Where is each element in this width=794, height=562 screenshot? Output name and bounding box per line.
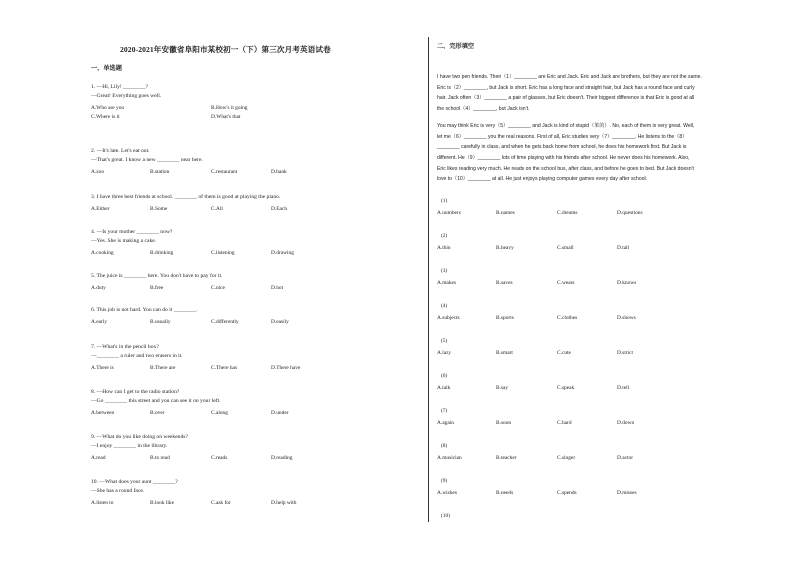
page-title: 2020-2021年安徽省阜阳市某校初一（下）第三次月考英语试卷 bbox=[120, 45, 331, 54]
cloze-option[interactable]: B.smart bbox=[496, 350, 513, 356]
cloze-option[interactable]: C.clothes bbox=[557, 315, 578, 321]
answer-option[interactable]: B.free bbox=[150, 285, 164, 291]
cloze-option[interactable]: B.teacher bbox=[496, 455, 517, 461]
passage-line: ________ carefully in class, and when he gets back home from school, he does his homework first. But Jack is bbox=[437, 144, 687, 151]
answer-option[interactable]: D.reading bbox=[271, 455, 293, 461]
answer-option[interactable]: A.Who are you bbox=[91, 105, 125, 111]
question-text: —Go ________ this street and you can see it on your left. bbox=[91, 398, 221, 404]
answer-option[interactable]: C.along bbox=[211, 410, 228, 416]
cloze-option[interactable]: D.strict bbox=[617, 350, 634, 356]
answer-option[interactable]: A.between bbox=[91, 410, 115, 416]
cloze-option[interactable]: D.shows bbox=[617, 315, 636, 321]
cloze-option[interactable]: C.hard bbox=[557, 420, 572, 426]
question-text: 7. —What's in the pencil box? bbox=[91, 344, 159, 350]
passage-line: Eric is（2）________, but Jack is short. Eric has a long face and straight hair, but Jack has a round face and curly bbox=[437, 84, 695, 91]
answer-option[interactable]: C.nice bbox=[211, 285, 225, 291]
answer-option[interactable]: B.How's it going bbox=[211, 105, 248, 111]
question-text: —Great! Everything goes well. bbox=[91, 93, 162, 99]
cloze-option[interactable]: B.needs bbox=[496, 490, 514, 496]
answer-option[interactable]: B.look like bbox=[150, 500, 174, 506]
cloze-number: (4) bbox=[441, 303, 448, 309]
cloze-option[interactable]: B.say bbox=[496, 385, 509, 391]
cloze-option[interactable]: A.musician bbox=[437, 455, 462, 461]
section-heading-cloze: 二、完形填空 bbox=[437, 43, 475, 50]
cloze-option[interactable]: D.tall bbox=[617, 245, 630, 251]
cloze-option[interactable]: B.names bbox=[496, 210, 515, 216]
passage-line: different. He（9）________ lots of time playing with his friends after school. He never does his homework. Also, bbox=[437, 154, 690, 161]
question-text: 10. —What does your aunt ________? bbox=[91, 479, 178, 485]
question-text: 4. —Is your mother ________ now? bbox=[91, 229, 173, 235]
passage-line: Eric likes reading very much. He reads on the school bus, after class, and before he goes to bed. But Jack doesn't bbox=[437, 165, 694, 172]
cloze-option[interactable]: C.singer bbox=[557, 455, 576, 461]
answer-option[interactable]: D.hot bbox=[271, 285, 284, 291]
question-text: —________ a ruler and two erasers in it. bbox=[91, 353, 183, 359]
answer-option[interactable]: D.under bbox=[271, 410, 289, 416]
answer-option[interactable]: A.early bbox=[91, 319, 108, 325]
answer-option[interactable]: D.easily bbox=[271, 319, 289, 325]
column-divider bbox=[428, 37, 429, 522]
cloze-number: (2) bbox=[441, 233, 448, 239]
answer-option[interactable]: C.There has bbox=[211, 365, 238, 371]
cloze-number: (7) bbox=[441, 408, 448, 414]
cloze-option[interactable]: A.wishes bbox=[437, 490, 457, 496]
cloze-number: (3) bbox=[441, 268, 448, 274]
cloze-option[interactable]: A.talk bbox=[437, 385, 451, 391]
passage-line: let me（6）________ you the real reasons. First of all, Eric studies very（7）________. He listens to the（8） bbox=[437, 133, 688, 140]
answer-option[interactable]: C.differently bbox=[211, 319, 239, 325]
answer-option[interactable]: A.Either bbox=[91, 206, 110, 212]
section-heading-single-choice: 一、单选题 bbox=[91, 65, 122, 72]
cloze-number: (10) bbox=[441, 513, 450, 519]
cloze-option[interactable]: D.knows bbox=[617, 280, 637, 286]
cloze-number: (9) bbox=[441, 478, 448, 484]
passage-line: the school（4）________, but Jack isn't. bbox=[437, 106, 530, 113]
cloze-option[interactable]: D.actor bbox=[617, 455, 634, 461]
answer-option[interactable]: A.read bbox=[91, 455, 106, 461]
question-text: —Yes. She is making a cake. bbox=[91, 238, 157, 244]
cloze-option[interactable]: A.subjects bbox=[437, 315, 460, 321]
answer-option[interactable]: D.help with bbox=[271, 500, 297, 506]
cloze-option[interactable]: A.lazy bbox=[437, 350, 452, 356]
cloze-option[interactable]: C.wears bbox=[557, 280, 575, 286]
answer-option[interactable]: C.restaurant bbox=[211, 169, 238, 175]
answer-option[interactable]: B.over bbox=[150, 410, 165, 416]
question-text: 8. —How can I get to the radio station? bbox=[91, 389, 180, 395]
answer-option[interactable]: B.to read bbox=[150, 455, 170, 461]
answer-option[interactable]: D.There have bbox=[271, 365, 301, 371]
question-text: 9. —What do you like doing on weekends? bbox=[91, 434, 188, 440]
cloze-option[interactable]: A.numbers bbox=[437, 210, 461, 216]
answer-option[interactable]: C.ask for bbox=[211, 500, 231, 506]
answer-option[interactable]: A.listen to bbox=[91, 500, 114, 506]
answer-option[interactable]: A.zoo bbox=[91, 169, 105, 175]
cloze-option[interactable]: B.sports bbox=[496, 315, 514, 321]
answer-option[interactable]: C.reads bbox=[211, 455, 228, 461]
question-text: —That's great. I know a new ________ near here. bbox=[91, 157, 203, 163]
cloze-option[interactable]: C.spends bbox=[557, 490, 577, 496]
passage-line: hair. Jack often（3）________ a pair of glasses, but Eric doesn't. Their biggest difference is that Eric is good at all bbox=[437, 95, 695, 102]
question-text: 6. This job is not hard. You can do it ________. bbox=[91, 307, 198, 313]
answer-option[interactable]: B.usually bbox=[150, 319, 171, 325]
answer-option[interactable]: B.There are bbox=[150, 365, 176, 371]
cloze-option[interactable]: D.misses bbox=[617, 490, 637, 496]
cloze-number: (8) bbox=[441, 443, 448, 449]
answer-option[interactable]: D.drawing bbox=[271, 250, 294, 256]
answer-option[interactable]: B.station bbox=[150, 169, 170, 175]
answer-option[interactable]: A.There is bbox=[91, 365, 114, 371]
answer-option[interactable]: C.All bbox=[211, 206, 223, 212]
answer-option[interactable]: A.cooking bbox=[91, 250, 114, 256]
cloze-option[interactable]: D.questions bbox=[617, 210, 643, 216]
answer-option[interactable]: D.Each bbox=[271, 206, 288, 212]
cloze-option[interactable]: C.dreams bbox=[557, 210, 578, 216]
answer-option[interactable]: B.Some bbox=[150, 206, 168, 212]
question-text: —I enjoy ________ in the library. bbox=[91, 443, 168, 449]
answer-option[interactable]: A.duty bbox=[91, 285, 106, 291]
passage-line: You may think Eric is very（5）________ and Jack is kind of stupid（笨的）. No, each of them is very great. Well, bbox=[437, 122, 695, 129]
answer-option[interactable]: C.listening bbox=[211, 250, 235, 256]
answer-option[interactable]: D.What's that bbox=[211, 114, 241, 120]
question-text: —She has a round face. bbox=[91, 488, 145, 494]
cloze-number: (1) bbox=[441, 198, 448, 204]
cloze-option[interactable]: B.soon bbox=[496, 420, 512, 426]
cloze-passage bbox=[437, 72, 772, 185]
answer-option[interactable]: B.drinking bbox=[150, 250, 174, 256]
question-text: 2. —It's late. Let's eat out. bbox=[91, 148, 150, 154]
cloze-option[interactable]: A.makes bbox=[437, 280, 457, 286]
question-text: 5. The juice is ________ here. You don't have to pay for it. bbox=[91, 273, 223, 279]
question-text: 3. I have three best friends at school. ________ of them is good at playing the piano. bbox=[91, 194, 281, 200]
question-text: 1. —Hi, Lily! ________? bbox=[91, 84, 149, 90]
answer-option[interactable]: D.bank bbox=[271, 169, 287, 175]
cloze-option[interactable]: C.speak bbox=[557, 385, 575, 391]
cloze-option[interactable]: B.heavy bbox=[496, 245, 514, 251]
passage-line: love to（10）________ at all. He just enjoys playing computer games every day after school. bbox=[437, 176, 648, 183]
cloze-option[interactable]: B.saves bbox=[496, 280, 513, 286]
passage-line: I have two pen friends. Their（1）________ are Eric and Jack. Eric and Jack are brothers, but they are not the same. bbox=[437, 74, 702, 80]
answer-option[interactable]: C.Where is it bbox=[91, 114, 120, 120]
cloze-option[interactable]: D.down bbox=[617, 420, 635, 426]
cloze-number: (5) bbox=[441, 338, 448, 344]
cloze-option[interactable]: C.small bbox=[557, 245, 574, 251]
cloze-option[interactable]: C.cute bbox=[557, 350, 571, 356]
cloze-option[interactable]: A.thin bbox=[437, 245, 451, 251]
cloze-number: (6) bbox=[441, 373, 448, 379]
cloze-option[interactable]: A.again bbox=[437, 420, 454, 426]
cloze-option[interactable]: D.tell bbox=[617, 385, 630, 391]
